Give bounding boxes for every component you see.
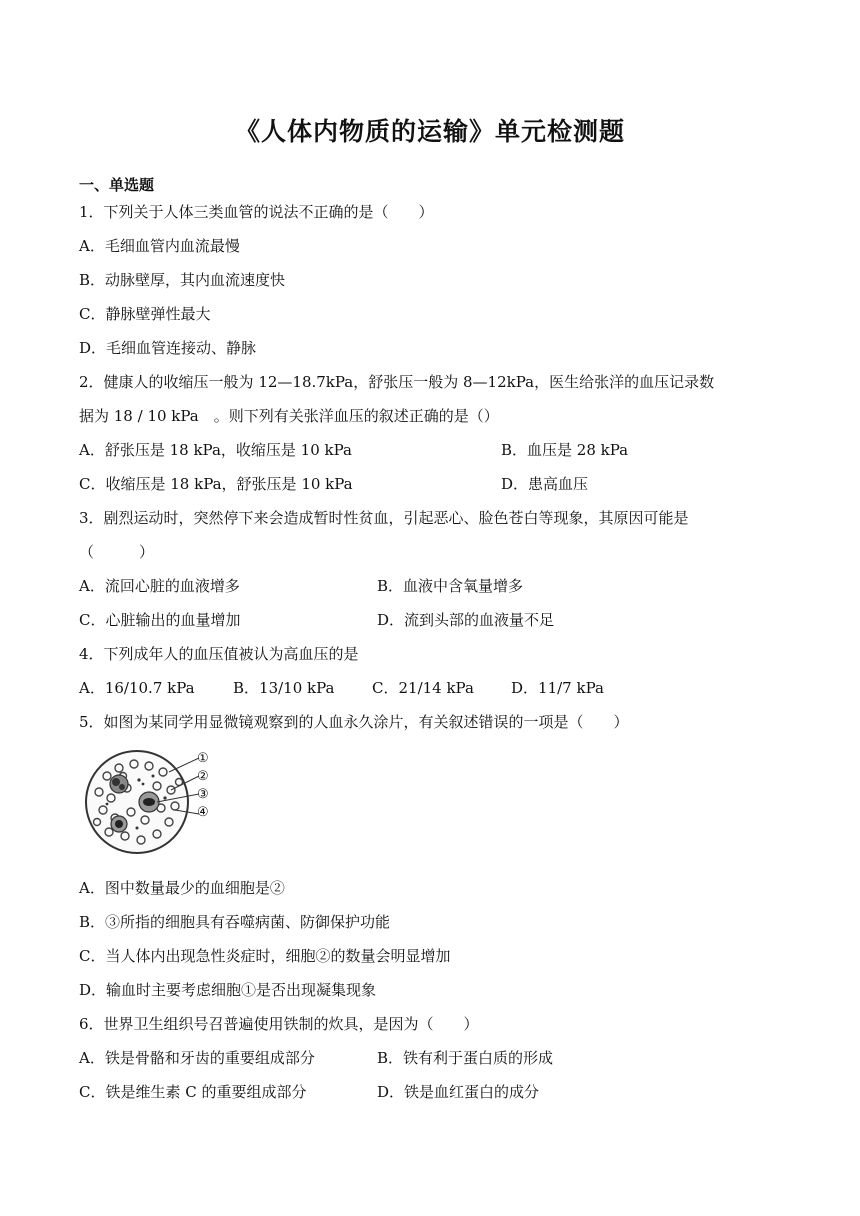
question-2-stem-line2: 据为 18 / 10 kPa 。则下列有关张洋血压的叙述正确的是（）	[79, 407, 499, 425]
question-1-option-a: A．毛细血管内血流最慢	[79, 237, 240, 255]
figure-label-2: ②	[197, 769, 209, 784]
question-1-stem: 1．下列关于人体三类血管的说法不正确的是（ ）	[79, 203, 434, 221]
question-4-option-c: C．21/14 kPa	[372, 679, 474, 697]
question-2-option-d: D．患高血压	[501, 475, 589, 493]
question-6-option-b: B．铁有利于蛋白质的形成	[377, 1049, 554, 1067]
question-5-option-d: D．输血时主要考虑细胞①是否出现凝集现象	[79, 981, 377, 999]
question-1-option-b: B．动脉壁厚，其内血流速度快	[79, 271, 286, 289]
question-4-option-b: B．13/10 kPa	[233, 679, 335, 697]
question-2-option-a: A．舒张压是 18 kPa，收缩压是 10 kPa	[79, 441, 352, 459]
question-3-stem-line2: （ ）	[79, 543, 155, 561]
question-1-option-d: D．毛细血管连接动、静脉	[79, 339, 257, 357]
question-3-option-b: B．血液中含氧量增多	[377, 577, 524, 595]
figure-label-3: ③	[197, 787, 209, 802]
question-4-option-a: A．16/10.7 kPa	[79, 679, 195, 697]
figure-label-4: ④	[197, 805, 209, 820]
question-5-stem: 5．如图为某同学用显微镜观察到的人血永久涂片，有关叙述错误的一项是（ ）	[79, 713, 629, 731]
question-4-option-d: D．11/7 kPa	[511, 679, 604, 697]
question-2-option-b: B．血压是 28 kPa	[501, 441, 629, 459]
question-1-option-c: C．静脉壁弹性最大	[79, 305, 211, 323]
question-2-option-c: C．收缩压是 18 kPa，舒张压是 10 kPa	[79, 475, 353, 493]
question-3-stem-line1: 3．剧烈运动时，突然停下来会造成暂时性贫血，引起恶心、脸色苍白等现象，其原因可能是	[79, 509, 689, 527]
question-5-option-a: A．图中数量最少的血细胞是②	[79, 879, 285, 897]
section-heading: 一、单选题	[79, 176, 155, 194]
figure-label-1: ①	[197, 751, 209, 766]
question-3-option-d: D．流到头部的血液量不足	[377, 611, 555, 629]
question-6-stem: 6．世界卫生组织号召普遍使用铁制的炊具，是因为（ ）	[79, 1015, 479, 1033]
question-3-option-a: A．流回心脏的血液增多	[79, 577, 240, 595]
blood-smear-figure	[79, 746, 219, 854]
question-5-option-c: C．当人体内出现急性炎症时，细胞②的数量会明显增加	[79, 947, 451, 965]
question-3-option-c: C．心脏输出的血量增加	[79, 611, 241, 629]
question-2-stem-line1: 2．健康人的收缩压一般为 12—18.7kPa，舒张压一般为 8—12kPa，医生给张洋的血压记录数	[79, 373, 715, 391]
question-6-option-a: A．铁是骨骼和牙齿的重要组成部分	[79, 1049, 315, 1067]
question-5-option-b: B．③所指的细胞具有吞噬病菌、防御保护功能	[79, 913, 391, 931]
page-title: 《人体内物质的运输》单元检测题	[234, 117, 625, 146]
question-4-stem: 4．下列成年人的血压值被认为高血压的是	[79, 645, 359, 663]
question-6-option-d: D．铁是血红蛋白的成分	[377, 1083, 540, 1101]
question-6-option-c: C．铁是维生素 C 的重要组成部分	[79, 1083, 307, 1101]
